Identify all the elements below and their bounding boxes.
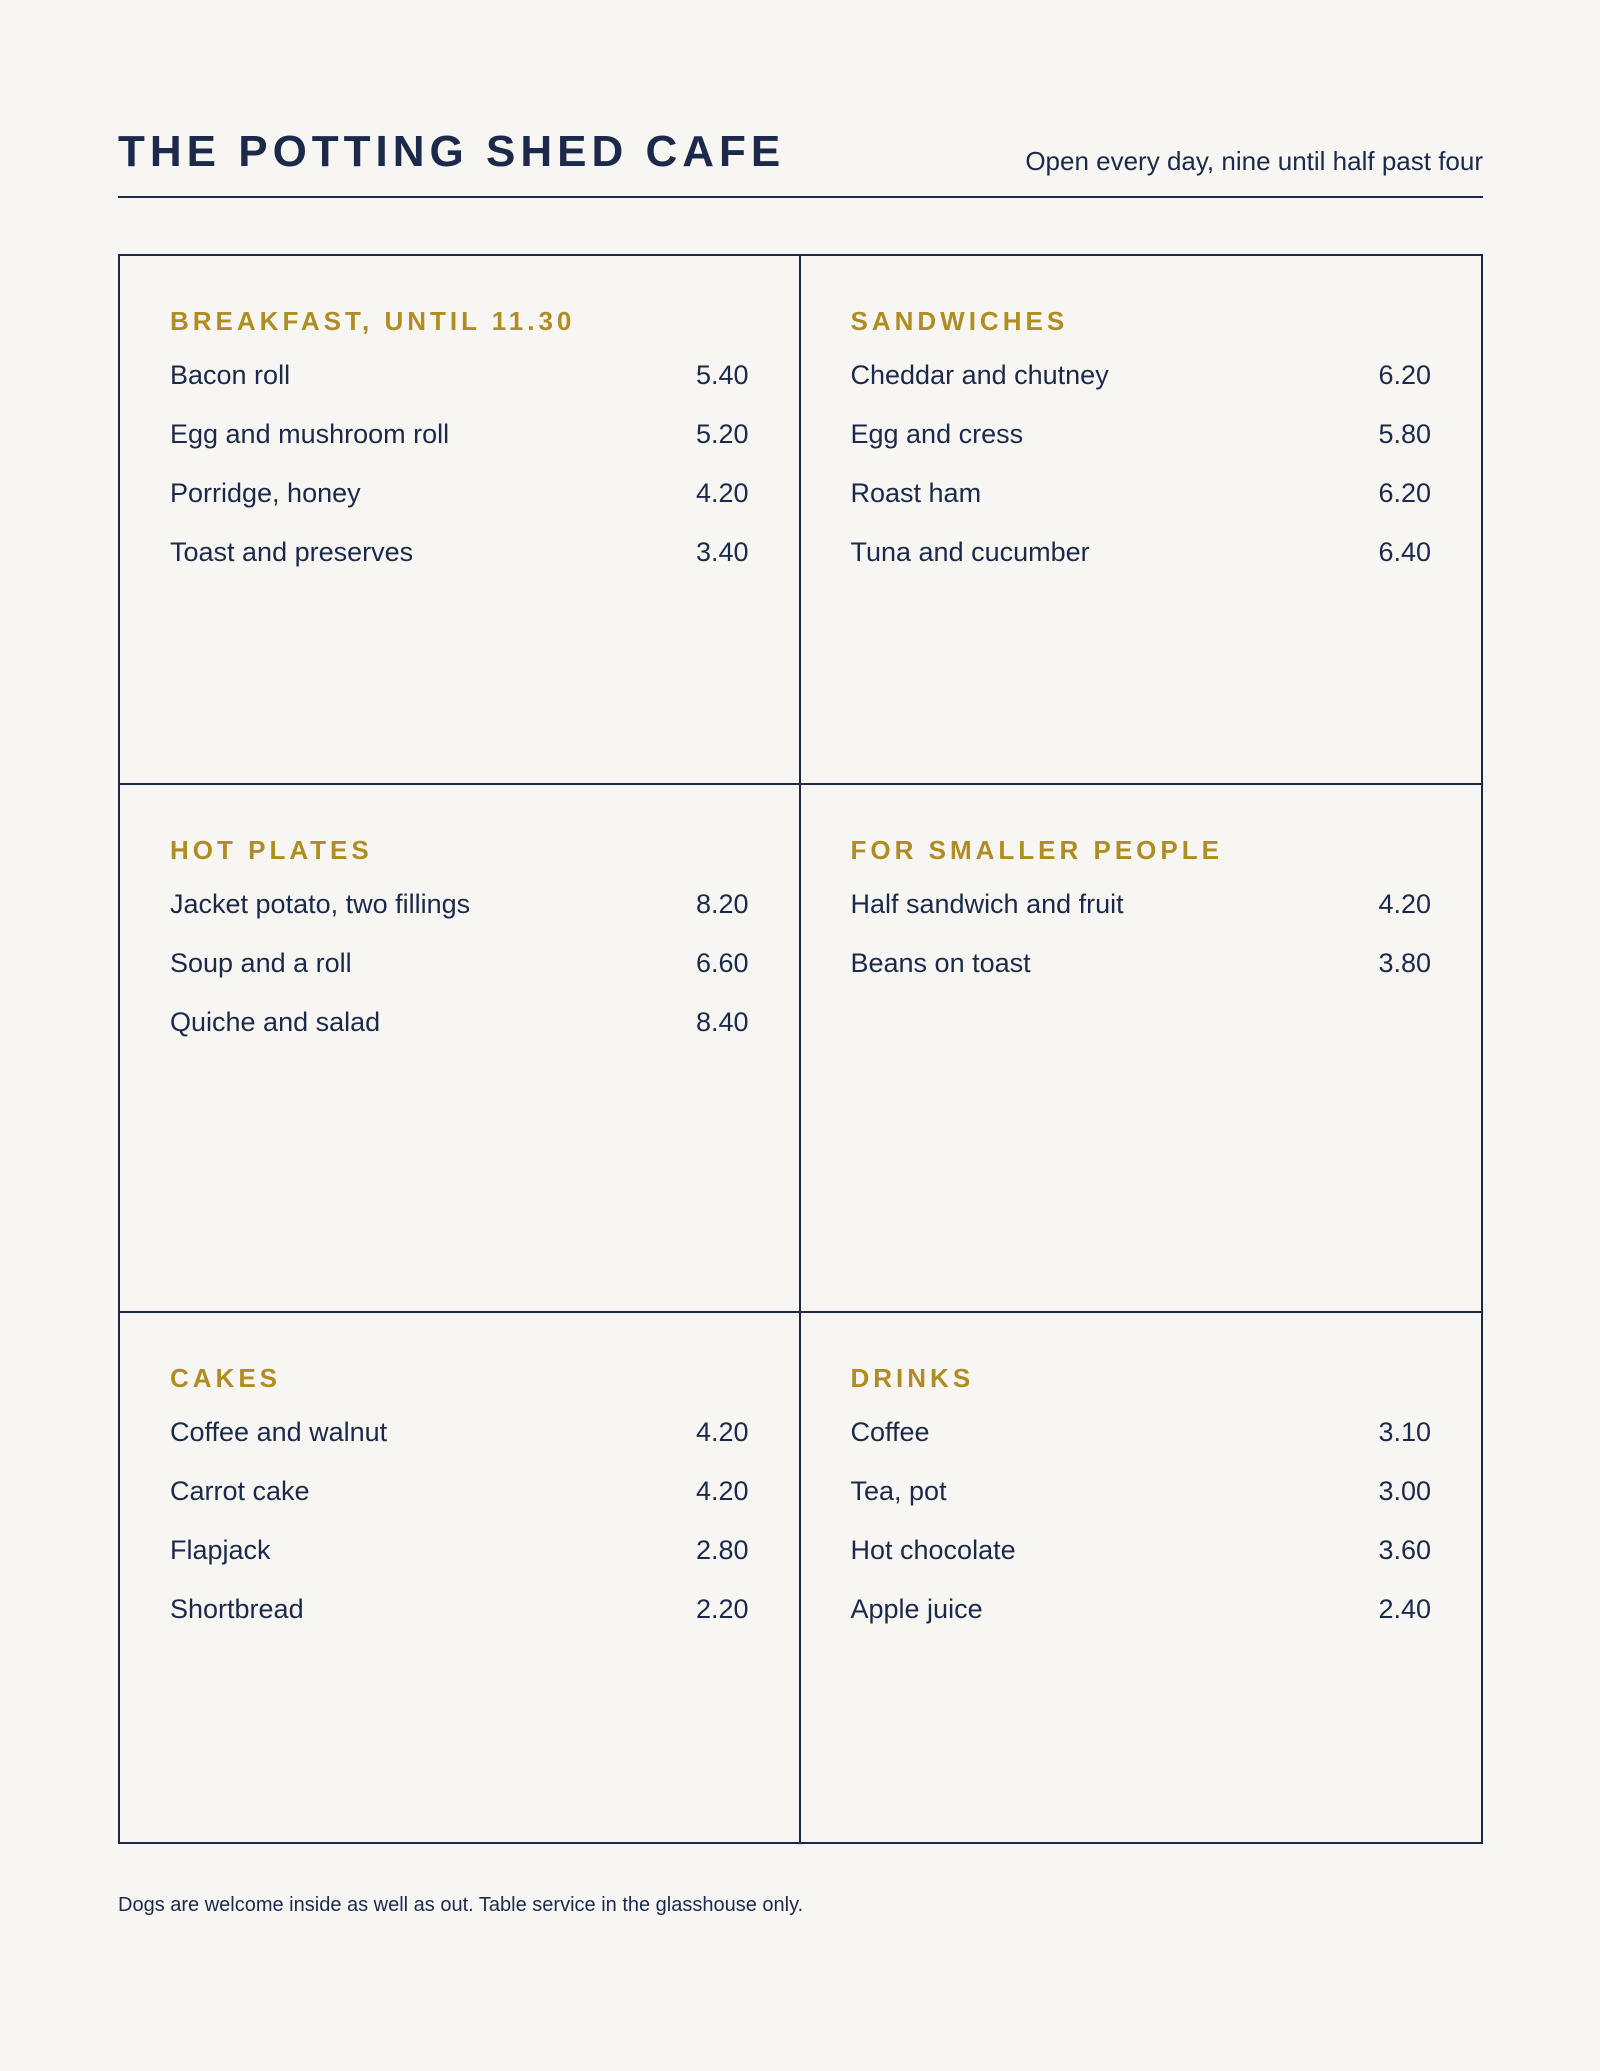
menu-section: [120, 1313, 801, 1842]
menu-item-price: 8.20: [695, 888, 749, 919]
section-title: CAKES: [170, 1363, 282, 1394]
menu-item-price: 4.20: [695, 478, 749, 508]
menu-section: [120, 785, 801, 1314]
menu-item-name: Hot chocolate: [850, 1535, 1016, 1566]
menu-item: [170, 1478, 749, 1537]
menu-item-name: Bacon roll: [170, 360, 291, 390]
menu-section: [801, 1313, 1482, 1842]
menu-item: [170, 362, 749, 421]
menu-item-price: 8.40: [695, 1006, 749, 1037]
menu-item-name: Tea, pot: [850, 1476, 947, 1507]
footer-note: Dogs are welcome inside as well as out. Table service in the glasshouse only.: [118, 1894, 804, 1916]
menu-item: [851, 480, 1432, 539]
menu-item-name: Beans on toast: [850, 947, 1031, 978]
menu-item-name: Quiche and salad: [170, 1006, 381, 1037]
menu-item: [851, 362, 1432, 421]
menu-item-name: Egg and mushroom roll: [170, 419, 450, 449]
menu-section: [801, 785, 1482, 1314]
menu-item: [851, 421, 1432, 480]
section-title: HOT PLATES: [170, 834, 373, 865]
menu-item: [851, 539, 1432, 598]
menu-section: [120, 256, 801, 785]
menu-grid: [118, 254, 1483, 1844]
menu-item-price: 6.60: [695, 947, 749, 978]
menu-item: [851, 1478, 1432, 1537]
menu-item: [850, 888, 1432, 950]
menu-item: [170, 947, 749, 1009]
menu-item-price: 2.20: [695, 1594, 749, 1625]
menu-item-price: 3.60: [1378, 1535, 1431, 1566]
menu-item: [851, 1596, 1432, 1655]
menu-item-name: Coffee and walnut: [170, 1417, 388, 1448]
section-title: BREAKFAST, UNTIL 11.30: [170, 306, 576, 336]
menu-item-name: Half sandwich and fruit: [850, 888, 1124, 919]
menu-item-name: Soup and a roll: [170, 947, 352, 978]
menu-item-price: 5.40: [695, 360, 749, 390]
menu-item-price: 3.40: [695, 537, 749, 567]
menu-item: [170, 1419, 749, 1478]
menu-item-name: Apple juice: [850, 1594, 983, 1625]
menu-section: [801, 256, 1482, 785]
menu-item: [170, 1006, 749, 1068]
menu-item-name: Shortbread: [170, 1594, 304, 1625]
menu-item-name: Toast and preserves: [170, 537, 414, 567]
menu-item-price: 6.20: [1378, 360, 1431, 390]
menu-item-price: 4.20: [1378, 888, 1431, 919]
menu-item-price: 6.40: [1378, 537, 1431, 567]
menu-item-price: 3.10: [1378, 1417, 1431, 1448]
cafe-title: THE POTTING SHED CAFE: [118, 127, 786, 176]
menu-item: [170, 1537, 749, 1596]
menu-item-name: Tuna and cucumber: [850, 537, 1090, 567]
menu-item: [851, 1537, 1432, 1596]
menu-item-price: 5.80: [1378, 419, 1431, 449]
menu-item-name: Roast ham: [850, 478, 982, 508]
section-title: SANDWICHES: [850, 306, 1069, 336]
menu-item: [170, 888, 749, 950]
menu-item-price: 3.80: [1378, 947, 1431, 978]
menu-page: [118, 118, 1483, 1916]
menu-item-name: Porridge, honey: [170, 478, 361, 508]
menu-item: [170, 1596, 749, 1655]
menu-item: [170, 421, 749, 480]
menu-item: [170, 539, 749, 598]
section-title: DRINKS: [850, 1363, 975, 1394]
menu-item-name: Egg and cress: [850, 419, 1024, 449]
menu-item-price: 3.00: [1378, 1476, 1431, 1507]
menu-item-price: 2.40: [1378, 1594, 1431, 1625]
opening-hours: Open every day, nine until half past four: [1025, 146, 1483, 176]
menu-item-name: Carrot cake: [170, 1476, 310, 1507]
menu-item-name: Cheddar and chutney: [850, 360, 1109, 390]
menu-item-price: 5.20: [695, 419, 749, 449]
menu-item-price: 4.20: [695, 1417, 749, 1448]
menu-item: [851, 1419, 1432, 1478]
menu-item-price: 4.20: [695, 1476, 749, 1507]
menu-item-price: 6.20: [1378, 478, 1431, 508]
menu-item-price: 2.80: [695, 1535, 749, 1566]
menu-header: [118, 118, 1483, 198]
section-title: FOR SMALLER PEOPLE: [850, 834, 1223, 865]
menu-item: [170, 480, 749, 539]
menu-item-name: Flapjack: [170, 1535, 271, 1566]
menu-item-name: Jacket potato, two fillings: [170, 888, 471, 919]
menu-item: [850, 947, 1432, 1009]
menu-item-name: Coffee: [850, 1417, 930, 1448]
